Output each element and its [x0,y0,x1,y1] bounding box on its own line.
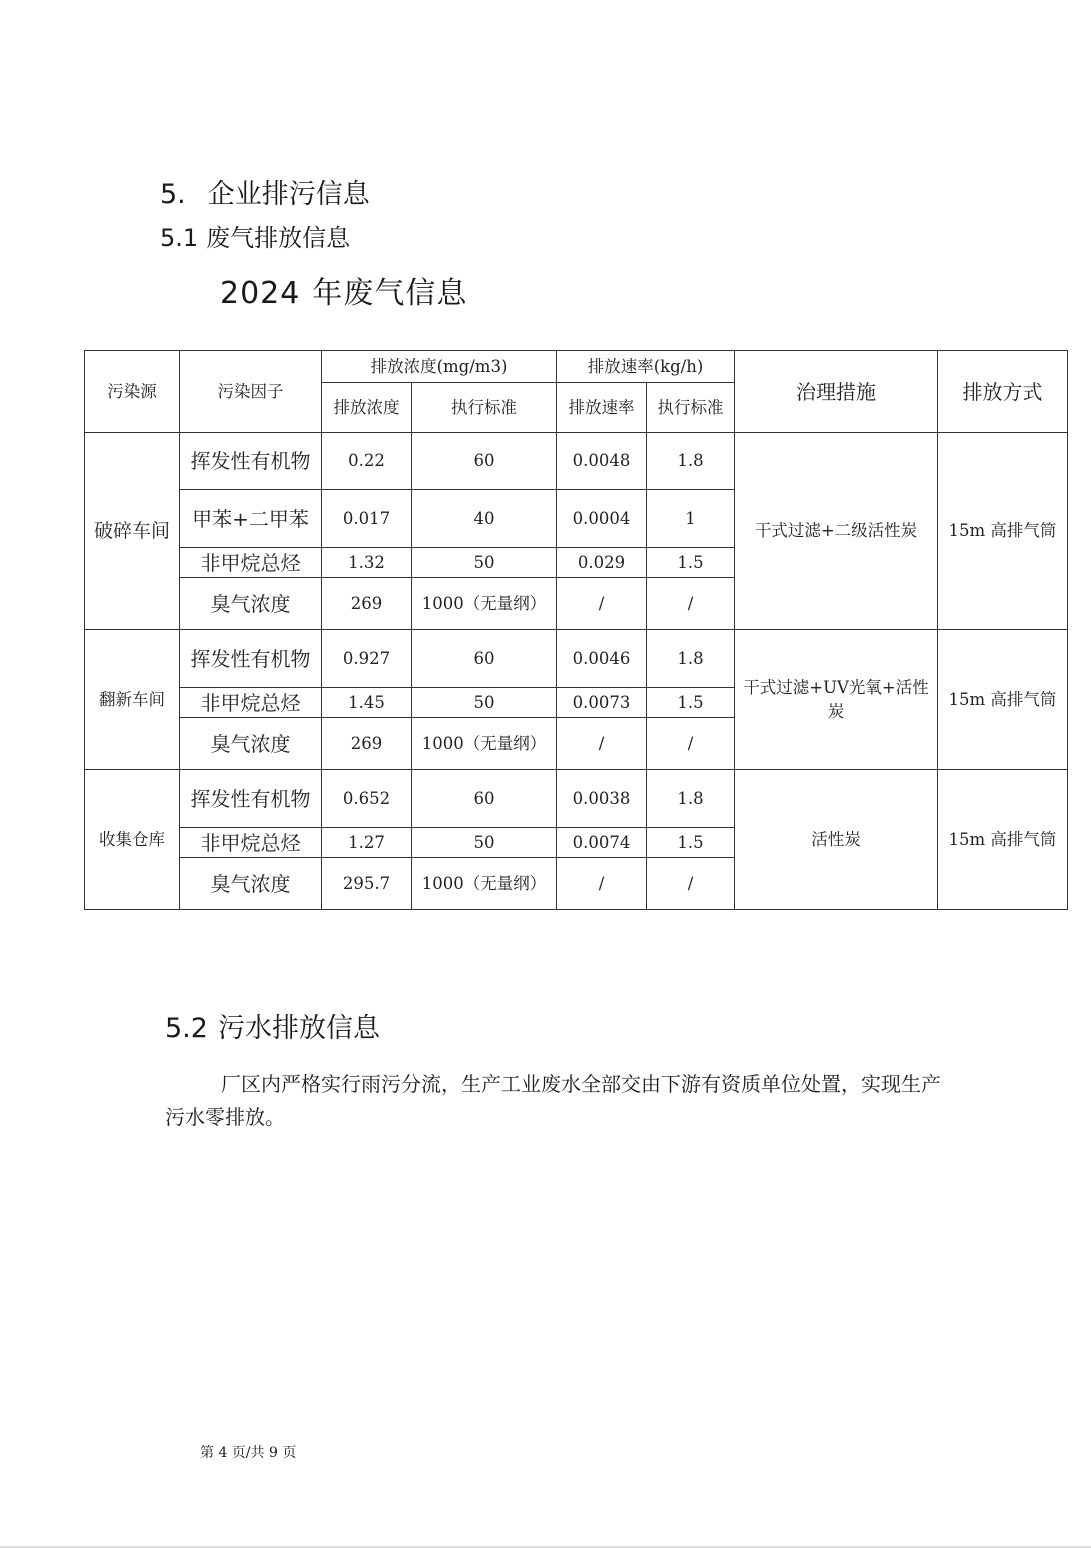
factor-cell: 挥发性有机物 [180,630,322,688]
paragraph-text: 厂区内严格实行雨污分流，生产工业废水全部交由下游有资质单位处置，实现生产污水零排放。 [165,1072,941,1129]
concentration-cell: 0.22 [322,433,412,490]
header-factor: 污染因子 [180,351,322,433]
rate-standard-cell: 1.8 [647,770,735,828]
table-title [220,268,467,312]
concentration-standard-cell: 50 [412,688,557,718]
header-rate: 排放速率 [557,383,647,433]
header-rate-standard: 执行标准 [647,383,735,433]
concentration-standard-cell: 50 [412,548,557,578]
concentration-standard-cell: 1000（无量纲） [412,578,557,630]
rate-cell: 0.0073 [557,688,647,718]
table-title-year: 2024 [220,276,301,311]
rate-cell: 0.0074 [557,828,647,858]
section-title: 企业排污信息 [207,179,370,210]
header-treatment: 治理措施 [735,351,938,433]
rate-standard-cell: 1.5 [647,828,735,858]
subsection-number: 5.1 [160,224,199,252]
concentration-standard-cell: 1000（无量纲） [412,858,557,910]
table-row [85,433,1068,490]
header-concentration: 排放浓度 [322,383,412,433]
treatment-cell: 活性炭 [735,770,938,910]
rate-cell: 0.0046 [557,630,647,688]
subsection-heading-wastewater [165,1006,380,1045]
factor-cell: 挥发性有机物 [180,433,322,490]
source-cell: 翻新车间 [85,630,180,770]
concentration-cell: 0.927 [322,630,412,688]
factor-cell: 甲苯+二甲苯 [180,490,322,548]
method-cell: 15m 高排气筒 [938,770,1068,910]
rate-standard-cell: / [647,718,735,770]
concentration-cell: 1.45 [322,688,412,718]
concentration-standard-cell: 60 [412,433,557,490]
factor-cell: 臭气浓度 [180,858,322,910]
concentration-standard-cell: 60 [412,630,557,688]
factor-cell: 非甲烷总烃 [180,828,322,858]
rate-cell: 0.0004 [557,490,647,548]
factor-cell: 挥发性有机物 [180,770,322,828]
subsection-heading [160,218,350,253]
table-row [85,630,1068,688]
table-row [85,770,1068,828]
concentration-standard-cell: 60 [412,770,557,828]
rate-standard-cell: / [647,858,735,910]
subsection-title: 废气排放信息 [206,224,351,252]
concentration-cell: 295.7 [322,858,412,910]
wastewater-paragraph [165,1068,945,1134]
concentration-cell: 269 [322,718,412,770]
rate-standard-cell: 1.8 [647,433,735,490]
source-cell: 破碎车间 [85,433,180,630]
rate-standard-cell: 1.5 [647,548,735,578]
rate-cell: / [557,578,647,630]
rate-cell: / [557,858,647,910]
factor-cell: 臭气浓度 [180,718,322,770]
header-method: 排放方式 [938,351,1068,433]
header-concentration-group: 排放浓度(mg/m3) [322,351,557,383]
method-cell: 15m 高排气筒 [938,433,1068,630]
header-rate-group: 排放速率(kg/h) [557,351,735,383]
rate-cell: 0.0038 [557,770,647,828]
factor-cell: 非甲烷总烃 [180,548,322,578]
concentration-standard-cell: 1000（无量纲） [412,718,557,770]
page-footer: 第 4 页/共 9 页 [200,1445,297,1461]
rate-standard-cell: 1 [647,490,735,548]
rate-standard-cell: / [647,578,735,630]
header-source: 污染源 [85,351,180,433]
rate-standard-cell: 1.5 [647,688,735,718]
section-heading [160,172,370,211]
table-title-text: 年废气信息 [312,276,468,311]
rate-cell: 0.0048 [557,433,647,490]
rate-cell: / [557,718,647,770]
concentration-cell: 0.017 [322,490,412,548]
concentration-cell: 0.652 [322,770,412,828]
rate-cell: 0.029 [557,548,647,578]
treatment-cell: 干式过滤+二级活性炭 [735,433,938,630]
factor-cell: 非甲烷总烃 [180,688,322,718]
concentration-cell: 1.27 [322,828,412,858]
subsection-title: 污水排放信息 [217,1013,380,1044]
concentration-standard-cell: 40 [412,490,557,548]
source-cell: 收集仓库 [85,770,180,910]
factor-cell: 臭气浓度 [180,578,322,630]
section-number: 5. [160,179,186,210]
subsection-number: 5.2 [165,1013,208,1044]
concentration-standard-cell: 50 [412,828,557,858]
emission-table [84,350,1068,910]
treatment-cell: 干式过滤+UV光氧+活性炭 [735,630,938,770]
concentration-cell: 1.32 [322,548,412,578]
method-cell: 15m 高排气筒 [938,630,1068,770]
rate-standard-cell: 1.8 [647,630,735,688]
concentration-cell: 269 [322,578,412,630]
header-concentration-standard: 执行标准 [412,383,557,433]
